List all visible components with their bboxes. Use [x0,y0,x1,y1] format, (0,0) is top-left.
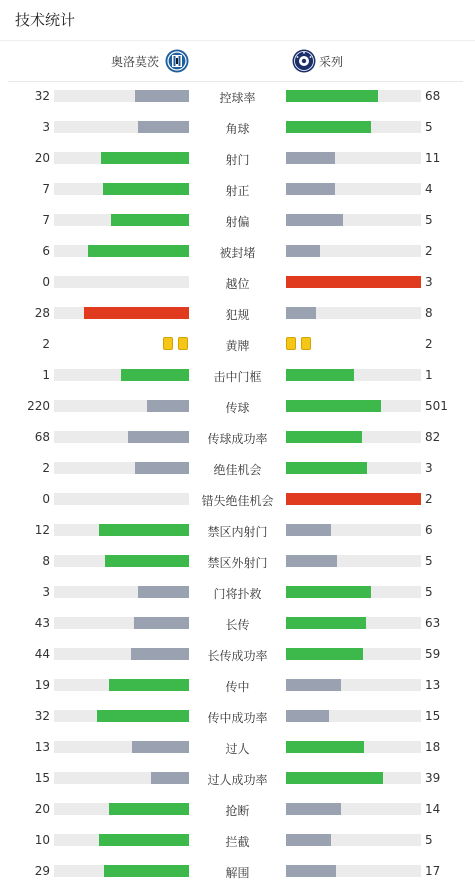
home-stat-value: 10 [34,833,50,847]
stat-row [0,174,475,205]
stat-label: 黄牌 [225,339,250,353]
home-stat-bar-fill [88,245,189,257]
away-stat-value: 6 [425,523,433,537]
away-stat-value: 59 [425,647,441,661]
stat-row [0,267,475,298]
stat-label: 拦截 [225,835,250,849]
home-stat-bar [54,276,189,288]
stat-label: 抢断 [225,804,250,818]
home-stat-bar-fill [121,369,189,381]
away-stat-bar [286,307,421,319]
stat-row [0,329,475,360]
stat-label: 禁区内射门 [207,525,268,539]
home-stat-bar [54,586,189,598]
stat-label: 击中门框 [213,370,262,384]
stat-row [0,732,475,763]
away-team-logo-icon [292,49,316,73]
away-stat-bar [286,834,421,846]
home-stat-bar [54,152,189,164]
stat-row [0,391,475,422]
home-stat-value: 2 [42,337,50,351]
home-team-name[interactable]: 奥洛莫茨 [110,55,159,69]
home-stat-value: 68 [34,430,50,444]
home-stat-bar-fill [105,555,189,567]
home-stat-value: 29 [34,864,50,878]
home-stat-bar [54,834,189,846]
home-stat-value: 20 [34,802,50,816]
away-stat-bar-fill [286,834,331,846]
away-stat-bar-fill [286,865,336,877]
away-stat-bar [286,90,421,102]
away-stat-bar-fill [286,431,362,443]
home-stat-bar [54,462,189,474]
stat-label: 犯规 [225,308,250,322]
stat-label: 角球 [225,122,250,136]
home-stat-bar [54,121,189,133]
home-stat-value: 0 [42,492,50,506]
home-stat-value: 3 [42,585,50,599]
stat-label: 禁区外射门 [207,556,268,570]
away-stat-value: 68 [425,89,441,103]
stat-row [0,856,475,887]
home-stat-bar [54,90,189,102]
home-stat-bar-fill [134,617,189,629]
home-stat-bar-fill [138,586,189,598]
away-stat-value: 63 [425,616,441,630]
stat-label: 传球成功率 [207,432,268,446]
away-stat-value: 5 [425,120,433,134]
stat-row [0,112,475,143]
away-stat-value: 17 [425,864,441,878]
stat-row [0,143,475,174]
home-stat-bar-fill [135,90,189,102]
stat-row [0,794,475,825]
away-stat-bar [286,586,421,598]
away-stat-bar-fill [286,555,337,567]
away-stat-bar [286,865,421,877]
home-stat-bar [54,772,189,784]
stat-label: 错失绝佳机会 [201,494,274,508]
away-stat-value: 5 [425,833,433,847]
home-stat-bar [54,493,189,505]
away-stat-bar [286,152,421,164]
stat-row [0,484,475,515]
away-stat-bar-fill [286,90,378,102]
home-stat-bar [54,710,189,722]
home-stat-value: 32 [34,89,50,103]
home-stat-value: 6 [42,244,50,258]
home-stat-bar-fill [109,803,189,815]
away-stat-value: 18 [425,740,441,754]
home-stat-bar-fill [138,121,189,133]
away-stat-bar [286,276,421,288]
away-stat-bar-fill [286,679,341,691]
home-stat-bar [54,431,189,443]
home-stat-value: 15 [34,771,50,785]
away-stat-bar-fill [286,276,421,288]
away-stat-bar [286,369,421,381]
home-stat-bar-fill [101,152,189,164]
away-stat-bar [286,710,421,722]
away-stat-bar [286,183,421,195]
home-stat-value: 20 [34,151,50,165]
away-stat-bar [286,741,421,753]
away-stat-value: 5 [425,213,433,227]
home-stat-value: 0 [42,275,50,289]
stat-label: 传中成功率 [207,711,268,725]
away-stat-bar-fill [286,245,320,257]
home-stat-bar-fill [131,648,189,660]
stat-row [0,701,475,732]
home-stat-bar [54,400,189,412]
away-stat-value: 2 [425,244,433,258]
home-stat-bar-fill [97,710,189,722]
stat-label: 被封堵 [219,246,256,260]
home-stat-bar [54,183,189,195]
stat-row [0,453,475,484]
away-stat-value: 2 [425,492,433,506]
away-stat-bar-fill [286,121,371,133]
away-stat-bar-fill [286,369,354,381]
home-stat-bar-fill [99,834,189,846]
stat-row [0,205,475,236]
stat-label: 长传成功率 [207,649,268,663]
home-stat-bar [54,865,189,877]
stat-row [0,825,475,856]
away-stat-bar [286,431,421,443]
home-stat-bar-fill [147,400,189,412]
home-stat-bar-fill [151,772,189,784]
away-stat-value: 82 [425,430,441,444]
home-team-logo-icon [165,49,189,73]
home-yellow-card-icon [178,337,188,350]
stat-label: 控球率 [219,91,256,105]
away-stat-value: 8 [425,306,433,320]
home-stat-bar [54,307,189,319]
away-stat-bar [286,648,421,660]
away-stat-bar [286,772,421,784]
stat-label: 射偏 [225,215,250,229]
away-stat-value: 11 [425,151,441,165]
stat-row [0,81,475,112]
away-stat-bar [286,617,421,629]
stat-row [0,298,475,329]
stat-row [0,670,475,701]
home-yellow-card-icon [163,337,173,350]
home-stat-bar [54,741,189,753]
home-stat-bar [54,369,189,381]
home-stat-bar-fill [99,524,189,536]
home-stat-bar [54,245,189,257]
home-stat-bar [54,803,189,815]
stat-label: 传球 [225,401,250,415]
away-stat-bar-fill [286,400,381,412]
home-stat-bar-fill [103,183,189,195]
away-stat-value: 4 [425,182,433,196]
away-stat-bar [286,493,421,505]
home-stat-bar [54,679,189,691]
away-stat-value: 3 [425,275,433,289]
home-stat-value: 13 [34,740,50,754]
home-stat-value: 44 [34,647,50,661]
home-stat-bar-fill [84,307,189,319]
away-stat-bar-fill [286,772,383,784]
away-stat-bar [286,679,421,691]
away-stat-bar-fill [286,307,316,319]
stat-row [0,639,475,670]
home-stat-bar [54,524,189,536]
away-yellow-card-icon [301,337,311,350]
stat-label: 过人成功率 [207,773,268,787]
home-stat-bar-fill [135,462,189,474]
stat-label: 过人 [225,742,250,756]
away-team-name[interactable]: 采列 [319,55,344,69]
away-stat-value: 5 [425,554,433,568]
home-stat-bar-fill [132,741,189,753]
away-stat-bar-fill [286,493,421,505]
home-stat-bar [54,214,189,226]
home-stat-bar [54,648,189,660]
stat-label: 射门 [225,153,250,167]
away-stat-value: 5 [425,585,433,599]
away-stat-bar-fill [286,803,341,815]
away-stat-value: 14 [425,802,441,816]
away-stat-bar-fill [286,741,364,753]
home-stat-value: 28 [34,306,50,320]
home-stat-value: 43 [34,616,50,630]
home-stat-bar [54,617,189,629]
home-stat-value: 32 [34,709,50,723]
home-stat-bar [54,555,189,567]
home-stat-value: 3 [42,120,50,134]
away-stat-bar [286,245,421,257]
home-stat-value: 7 [42,182,50,196]
stat-label: 门将扑救 [213,587,262,601]
stat-label: 射正 [225,184,250,198]
stat-label: 绝佳机会 [213,463,262,477]
away-yellow-card-icon [286,337,296,350]
home-stat-value: 1 [42,368,50,382]
stat-row [0,515,475,546]
stat-row [0,577,475,608]
away-stat-bar-fill [286,617,366,629]
home-stat-value: 220 [27,399,50,413]
away-stat-bar-fill [286,214,343,226]
stat-row [0,422,475,453]
away-stat-bar [286,214,421,226]
away-stat-bar-fill [286,462,367,474]
away-stat-value: 39 [425,771,441,785]
away-stat-bar-fill [286,524,331,536]
home-stat-value: 12 [34,523,50,537]
home-stat-value: 7 [42,213,50,227]
home-stat-bar-fill [109,679,189,691]
home-stat-bar-fill [128,431,189,443]
home-stat-bar-fill [111,214,189,226]
stat-label: 解围 [225,866,250,880]
stat-label: 传中 [225,680,250,694]
away-stat-bar-fill [286,648,363,660]
away-stat-bar-fill [286,152,335,164]
away-stat-bar [286,462,421,474]
away-stat-value: 1 [425,368,433,382]
home-stat-value: 8 [42,554,50,568]
stat-label: 越位 [225,277,250,291]
stat-row [0,236,475,267]
page-title: 技术统计 [0,0,475,41]
away-stat-bar [286,555,421,567]
away-stat-value: 15 [425,709,441,723]
away-stat-bar [286,400,421,412]
away-stat-bar [286,524,421,536]
stat-row [0,546,475,577]
teams-header [8,41,463,82]
home-stat-value: 2 [42,461,50,475]
away-stat-bar-fill [286,183,335,195]
away-stat-value: 13 [425,678,441,692]
stat-row [0,608,475,639]
stat-row [0,763,475,794]
away-stat-bar-fill [286,710,329,722]
home-stat-bar-fill [104,865,189,877]
away-stat-value: 3 [425,461,433,475]
away-stat-value: 501 [425,399,448,413]
away-stat-value: 2 [425,337,433,351]
away-stat-bar [286,803,421,815]
home-stat-value: 19 [34,678,50,692]
stat-row [0,360,475,391]
away-stat-bar-fill [286,586,371,598]
stat-label: 长传 [225,618,250,632]
away-stat-bar [286,121,421,133]
